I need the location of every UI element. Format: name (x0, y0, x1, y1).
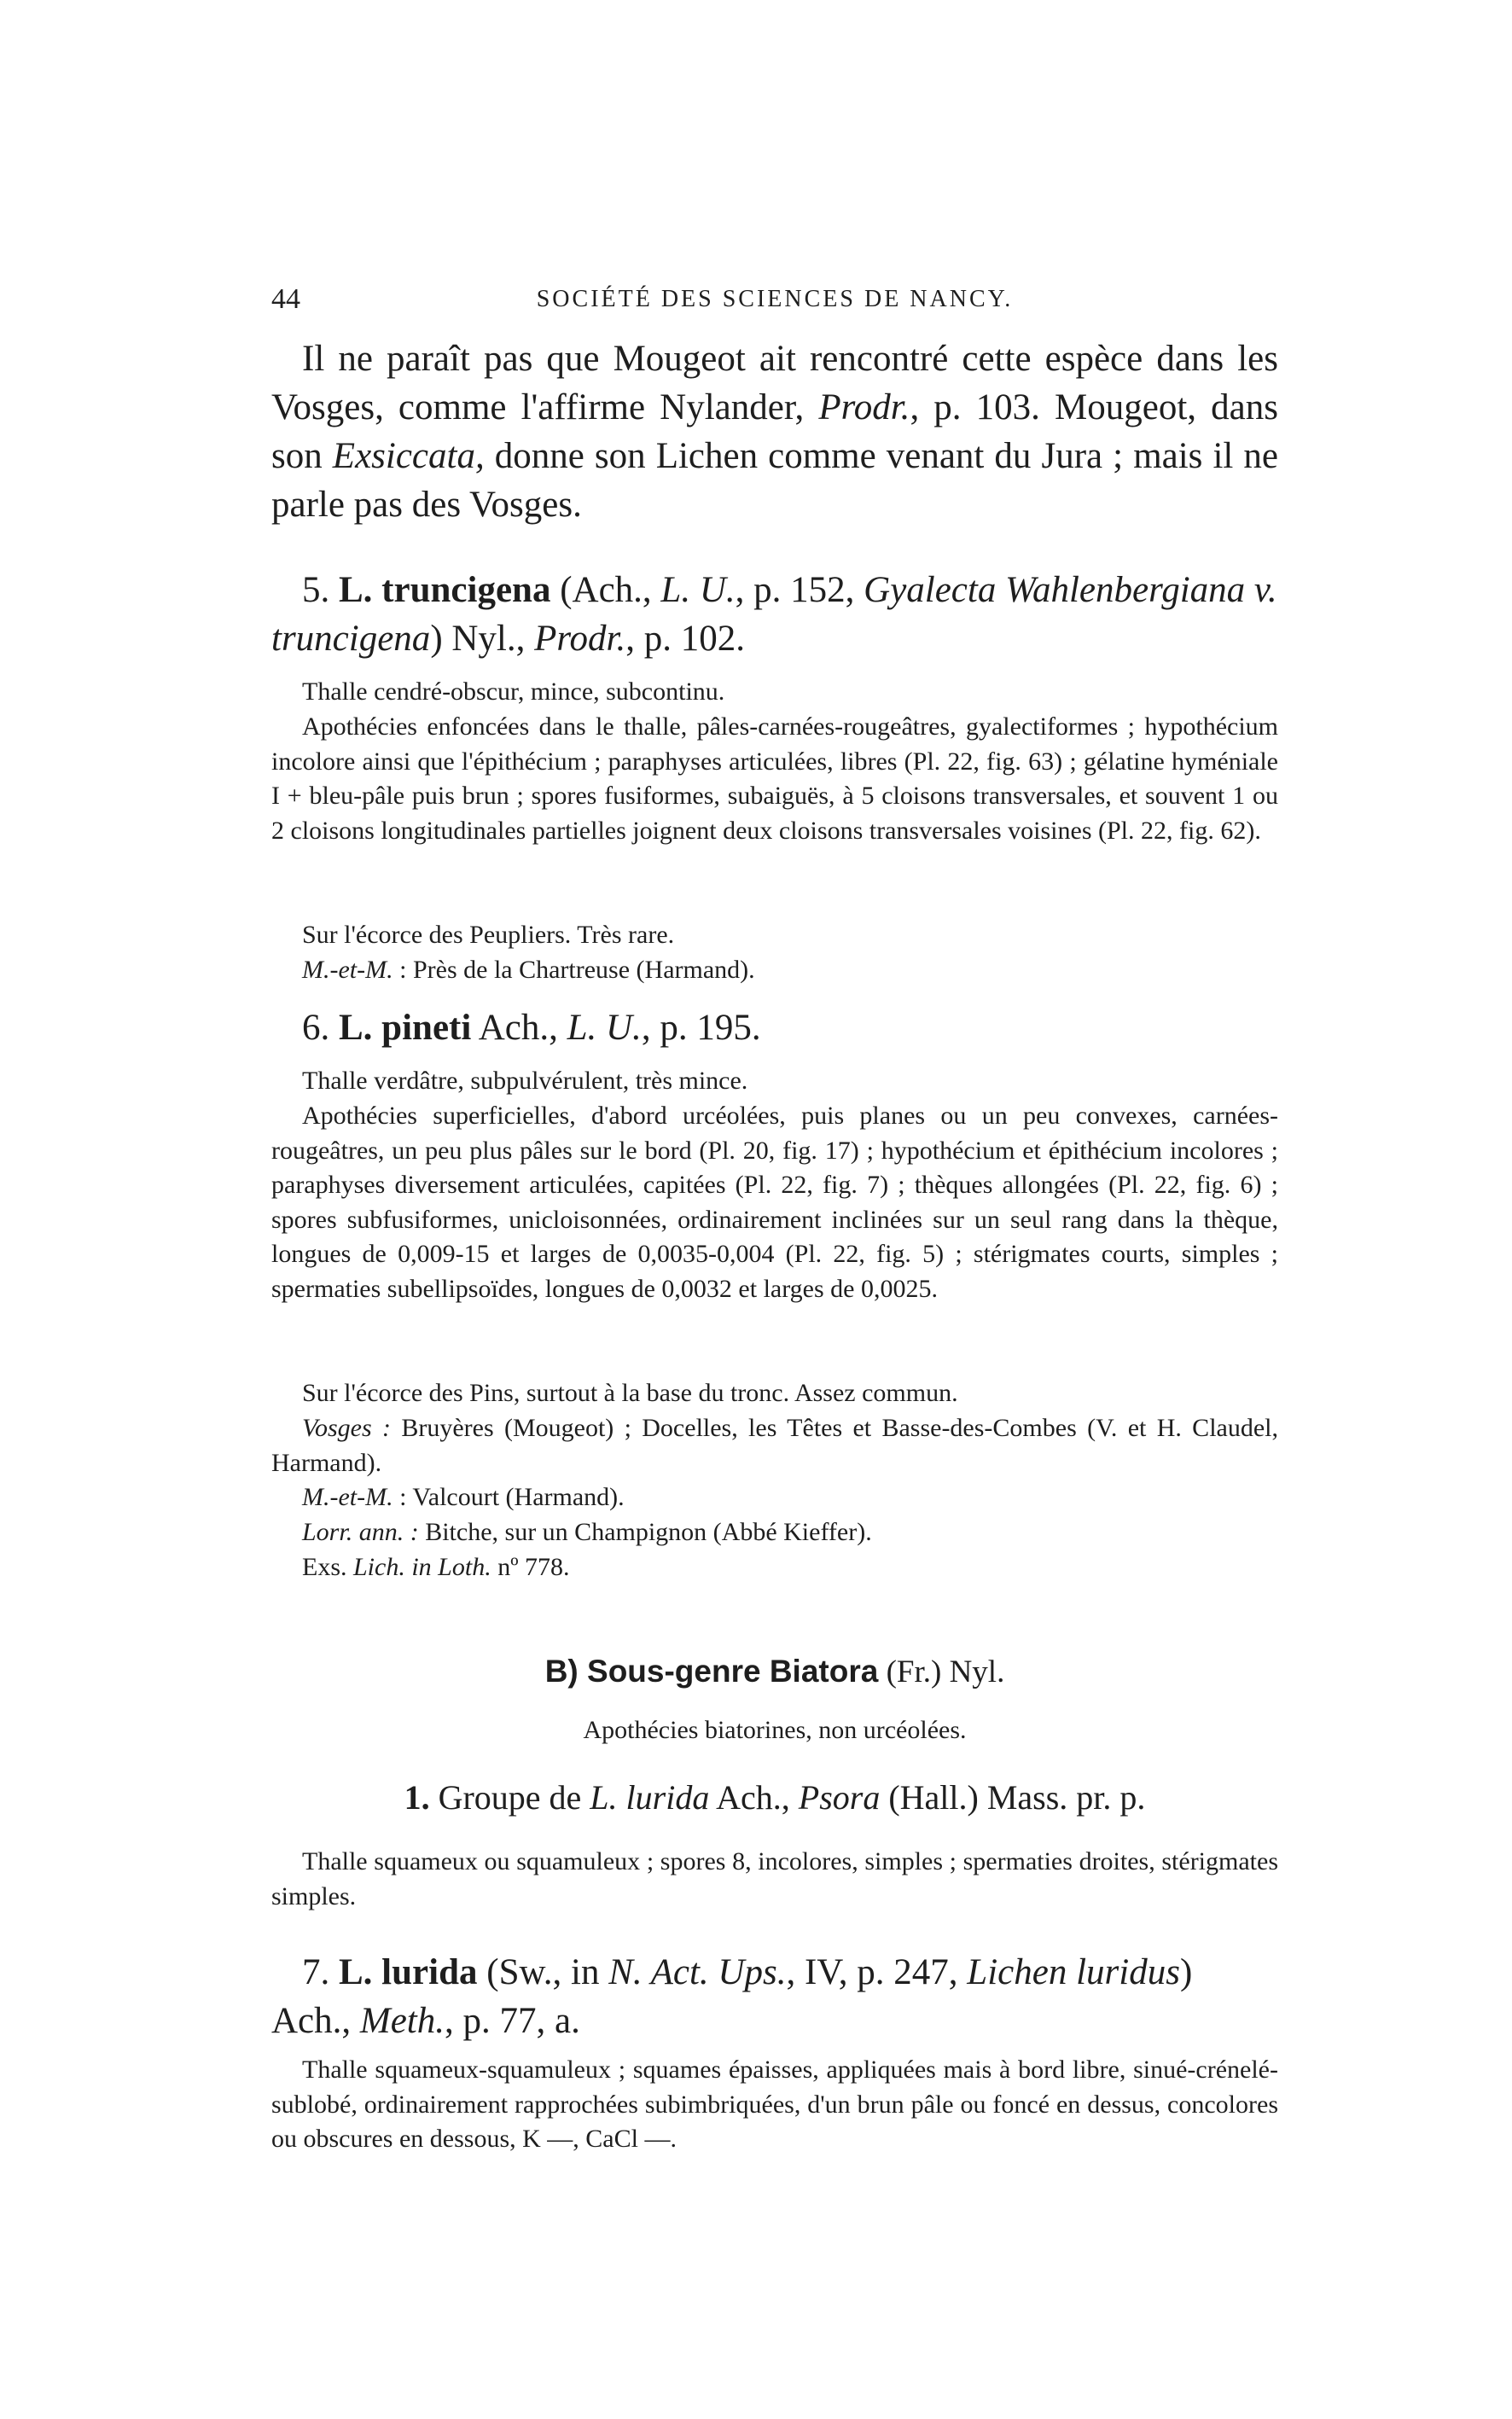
intro-text: , p. 103. Mougeot, dans son (271, 387, 1278, 476)
subgenus-heading (271, 1651, 1278, 1693)
heading-ref: Prodr. (534, 619, 626, 659)
group-text: (Hall.) Mass. pr. p. (880, 1778, 1146, 1817)
species-5-apothecies: Apothécies enfoncées dans le thalle, pâles-carnées-rougeâtres, gyalectiformes ; hypothécium incolore ainsi que l'épithécium ; paraphyses articulées, libres (Pl. 22, fig. 63) ; gélatine hyméniale I + bleu-pâle puis brun ; spores fusiformes, subaiguës, à 5 cloisons transversales, et souvent 1 ou 2 cloisons longitudinales partielles joignent deux cloisons transversales voisines (Pl. 22, fig. 62). (271, 712, 1278, 845)
exsiccata-ref: Lich. in Loth. (353, 1553, 491, 1581)
heading-text: , IV, p. 247, (786, 1952, 968, 1992)
heading-ref: L. U. (660, 570, 736, 610)
subgenus-name: B) Sous-genre Biatora (544, 1654, 879, 1689)
intro-paragraph (271, 334, 1278, 529)
group-1-description: Thalle squameux ou squamuleux ; spores 8, incolores, simples ; spermaties droites, stérigmates simples. (271, 1847, 1278, 1910)
species-5-habitat: Sur l'écorce des Peupliers. Très rare. (302, 921, 675, 949)
locality-label: Vosges : (302, 1414, 391, 1442)
heading-text: , p. 102. (625, 619, 746, 659)
intro-text: Il ne paraît pas que Mougeot ait rencontré cette espèce dans les Vosges, comme l'affirme Nylander, (271, 339, 1278, 427)
heading-text: (Ach., (550, 570, 661, 610)
exsiccata-label: Exs. (302, 1553, 353, 1581)
intro-ref: Exsiccata, (332, 436, 485, 476)
subgenus-author: (Fr.) Nyl. (878, 1654, 1005, 1689)
heading-text: , p. 152, (735, 570, 864, 610)
locality-text: Bruyères (Mougeot) ; Docelles, les Têtes et Basse-des-Combes (V. et H. Claudel, Harmand). (271, 1414, 1278, 1477)
heading-synonym: Lichen luridus (967, 1952, 1180, 1992)
species-5-locality (271, 953, 1278, 988)
group-genus: Psora (798, 1778, 881, 1817)
locality-text: Bitche, sur un Champignon (Abbé Kieffer). (418, 1518, 872, 1546)
heading-text: (Sw., in (477, 1952, 609, 1992)
heading-synonym: Gyalecta Wahlenbergiana v. truncigena (271, 570, 1277, 659)
intro-ref: Prodr. (818, 387, 910, 427)
heading-text: , p. 77, a. (445, 2001, 580, 2041)
locality-label: M.-et-M. (302, 956, 393, 984)
locality-text: : Près de la Chartreuse (Harmand). (393, 956, 755, 984)
exsiccata-number: nº 778. (491, 1553, 570, 1581)
locality-text: : Valcourt (Harmand). (393, 1483, 625, 1511)
species-7-heading (271, 1948, 1278, 2045)
intro-text: donne son Lichen comme venant du Jura ; mais il ne parle pas des Vosges. (271, 436, 1278, 525)
group-text: Groupe de (429, 1778, 590, 1817)
species-number: 7. (302, 1952, 339, 1992)
group-text: Ach., (709, 1778, 799, 1817)
species-6-heading (271, 1003, 1278, 1052)
heading-text: Ach., (471, 1008, 567, 1048)
species-6-thalle: Thalle verdâtre, subpulvérulent, très mince. (302, 1067, 748, 1095)
species-6-locality-lorraine (271, 1515, 1278, 1550)
species-6-habitat: Sur l'écorce des Pins, surtout à la base du tronc. Assez commun. (302, 1379, 958, 1407)
species-number: 6. (302, 1008, 339, 1048)
species-6-locality-mm (271, 1480, 1278, 1515)
species-number: 5. (302, 570, 339, 610)
heading-text: , p. 195. (641, 1008, 761, 1048)
locality-label: M.-et-M. (302, 1483, 393, 1511)
heading-ref: L. U. (567, 1008, 642, 1048)
species-5-thalle: Thalle cendré-obscur, mince, subcontinu. (302, 677, 725, 706)
subgenus-description: Apothécies biatorines, non urcéolées. (583, 1716, 967, 1744)
group-1-heading (271, 1775, 1278, 1821)
species-5-heading (271, 566, 1278, 663)
locality-label: Lorr. ann. : (302, 1518, 419, 1546)
heading-text: ) Nyl., (430, 619, 535, 659)
group-number: 1. (404, 1778, 430, 1817)
species-6-exsiccata (271, 1550, 1278, 1585)
page-number: 44 (271, 283, 300, 315)
species-6-apothecies: Apothécies superficielles, d'abord urcéolées, puis planes ou un peu convexes, carnées-rougeâtres, un peu plus pâles sur le bord (Pl. 20, fig. 17) ; hypothécium et épithécium incolores ; paraphyses diversement articulées, capitées (Pl. 22, fig. 7) ; thèques allongées (Pl. 22, fig. 6) ; spores subfusiformes, unicloisonnées, ordinairement inclinées sur un seul rang dans la thèque, longues de 0,009-15 et larges de 0,0035-0,004 (Pl. 22, fig. 5) ; stérigmates courts, simples ; spermaties subellipsoïdes, longues de 0,0032 et larges de 0,0025. (271, 1102, 1278, 1303)
species-name: L. truncigena (339, 570, 551, 610)
group-species: L. lurida (590, 1778, 710, 1817)
species-name: L. lurida (339, 1952, 478, 1992)
species-name: L. pineti (339, 1008, 472, 1048)
page-header (271, 283, 1278, 317)
running-head: SOCIÉTÉ DES SCIENCES DE NANCY. (536, 286, 1014, 312)
species-6-locality-vosges (271, 1411, 1278, 1480)
heading-ref: Meth. (359, 2001, 445, 2041)
species-7-thalle: Thalle squameux-squamuleux ; squames épaisses, appliquées mais à bord libre, sinué-crénelé-sublobé, ordinairement rapprochées subimbriquées, d'un brun pâle ou foncé en dessus, concolores ou obscures en dessous, K —, CaCl —. (271, 2056, 1278, 2154)
heading-ref: N. Act. Ups. (608, 1952, 787, 1992)
heading-text: ) Ach., (271, 1952, 1193, 2041)
